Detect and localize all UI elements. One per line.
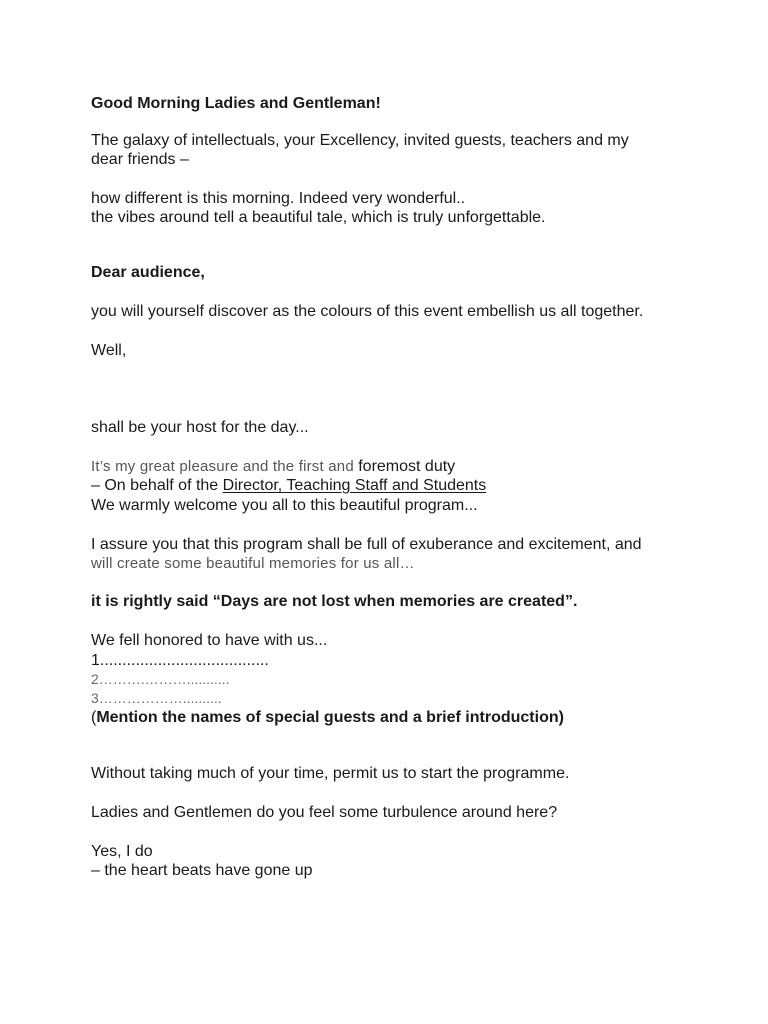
heart-text-line: – the heart beats have gone up <box>91 862 313 879</box>
welcome-text-line: We warmly welcome you all to this beautiful program... <box>91 497 478 514</box>
quote-text-line: it is rightly said “Days are not lost when memories are created”. <box>91 593 578 610</box>
intro-text-line-2: dear friends – <box>91 151 189 168</box>
morning-text-line-1: how different is this morning. Indeed very wonderful.. <box>91 190 466 207</box>
host-text-line: shall be your host for the day... <box>91 419 309 436</box>
dear-audience-heading: Dear audience, <box>91 264 205 281</box>
pleasure-text-line <box>91 457 455 476</box>
mention-note-paren: ( <box>91 709 97 726</box>
well-text-line: Well, <box>91 342 127 359</box>
discover-text-line: you will yourself discover as the colours of this event embellish us all together. <box>91 303 644 320</box>
greeting-heading: Good Morning Ladies and Gentleman! <box>91 95 381 112</box>
morning-text-line-2: the vibes around tell a beautiful tale, which is truly unforgettable. <box>91 209 546 226</box>
turbulence-text-line: Ladies and Gentlemen do you feel some turbulence around here? <box>91 804 558 821</box>
intro-text-line-1: The galaxy of intellectuals, your Excellency, invited guests, teachers and my <box>91 132 629 149</box>
guest-list-item-1: 1...................................... <box>91 652 269 669</box>
guest-list-item-3: 3……………….......... <box>91 690 222 706</box>
behalf-underlined-text: Director, Teaching Staff and Students <box>222 477 487 494</box>
time-text-line: Without taking much of your time, permit us to start the programme. <box>91 765 570 782</box>
mention-note-text: Mention the names of special guests and a brief introduction) <box>96 709 564 726</box>
assure-text-line-1: I assure you that this program shall be full of exuberance and excitement, and <box>91 536 642 553</box>
guest-list-item-2: 2……….………........... <box>91 671 230 687</box>
pleasure-text-emphasis: foremost duty <box>358 458 456 475</box>
honored-text-line: We fell honored to have with us... <box>91 632 328 649</box>
behalf-text-line <box>91 476 486 495</box>
behalf-text-prefix: – On behalf of the <box>91 477 223 494</box>
mention-note-line <box>91 708 564 727</box>
yes-text-line: Yes, I do <box>91 843 153 860</box>
pleasure-text-light: It’s my great pleasure and the first and <box>91 458 359 475</box>
assure-text-line-2: will create some beautiful memories for us all… <box>91 555 415 572</box>
